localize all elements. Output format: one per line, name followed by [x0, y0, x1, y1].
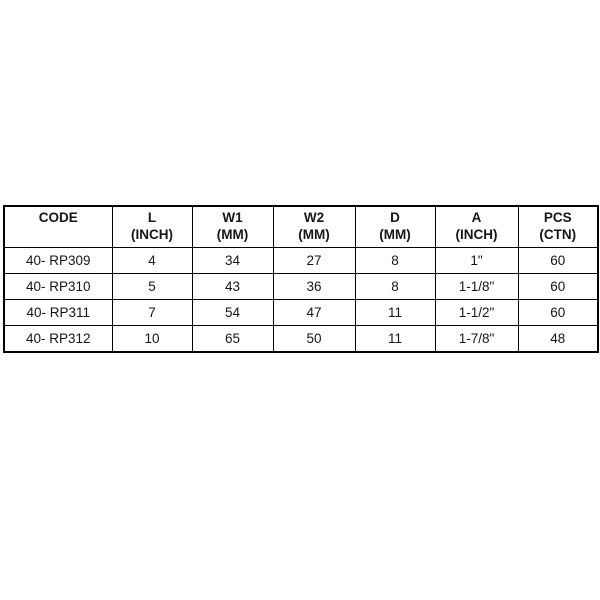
column-header-line2: (INCH)	[131, 227, 173, 242]
table-header	[4, 206, 598, 248]
column-header-a-inch	[435, 206, 518, 248]
value-cell: 5	[112, 274, 192, 300]
value-cell: 11	[355, 300, 435, 326]
column-header-line1: PCS	[543, 210, 572, 225]
value-cell: 8	[355, 274, 435, 300]
value-cell: 11	[355, 326, 435, 353]
spec-table	[3, 205, 599, 353]
value-cell: 43	[192, 274, 273, 300]
value-cell: 47	[273, 300, 355, 326]
table-row	[4, 248, 598, 274]
column-header-line1: A	[471, 210, 482, 225]
value-cell: 4	[112, 248, 192, 274]
column-header-d-mm	[355, 206, 435, 248]
column-header-code	[4, 206, 112, 248]
column-header-line1: W1	[222, 210, 243, 225]
column-header-w2-mm	[273, 206, 355, 248]
value-cell: 8	[355, 248, 435, 274]
value-cell: 1"	[435, 248, 518, 274]
value-cell: 27	[273, 248, 355, 274]
value-cell: 10	[112, 326, 192, 353]
value-cell: 36	[273, 274, 355, 300]
value-cell: 60	[518, 248, 598, 274]
value-cell: 60	[518, 274, 598, 300]
column-header-w1-mm	[192, 206, 273, 248]
value-cell: 34	[192, 248, 273, 274]
value-cell: 65	[192, 326, 273, 353]
code-cell: 40- RP312	[4, 326, 112, 353]
column-header-l-inch	[112, 206, 192, 248]
column-header-line2: (MM)	[298, 227, 330, 242]
column-header-line2: (MM)	[216, 227, 249, 242]
value-cell: 1-7/8"	[435, 326, 518, 353]
column-header-line2	[5, 226, 112, 243]
column-header-line1: CODE	[38, 210, 78, 225]
value-cell: 50	[273, 326, 355, 353]
code-cell: 40- RP311	[4, 300, 112, 326]
value-cell: 54	[192, 300, 273, 326]
value-cell: 60	[518, 300, 598, 326]
value-cell: 48	[518, 326, 598, 353]
value-cell: 1-1/8"	[435, 274, 518, 300]
column-header-line1: L	[147, 210, 157, 225]
code-cell: 40- RP310	[4, 274, 112, 300]
table-row	[4, 274, 598, 300]
value-cell: 7	[112, 300, 192, 326]
table-header-row	[4, 206, 598, 248]
code-cell: 40- RP309	[4, 248, 112, 274]
column-header-line2: (INCH)	[455, 227, 498, 242]
column-header-line2: (MM)	[379, 227, 411, 242]
table-row	[4, 300, 598, 326]
column-header-line1: D	[390, 210, 400, 225]
column-header-pcs-ctn	[518, 206, 598, 248]
table-row	[4, 326, 598, 353]
column-header-line1: W2	[303, 210, 325, 225]
table-body	[4, 248, 598, 353]
column-header-line2: (CTN)	[539, 227, 577, 242]
value-cell: 1-1/2"	[435, 300, 518, 326]
